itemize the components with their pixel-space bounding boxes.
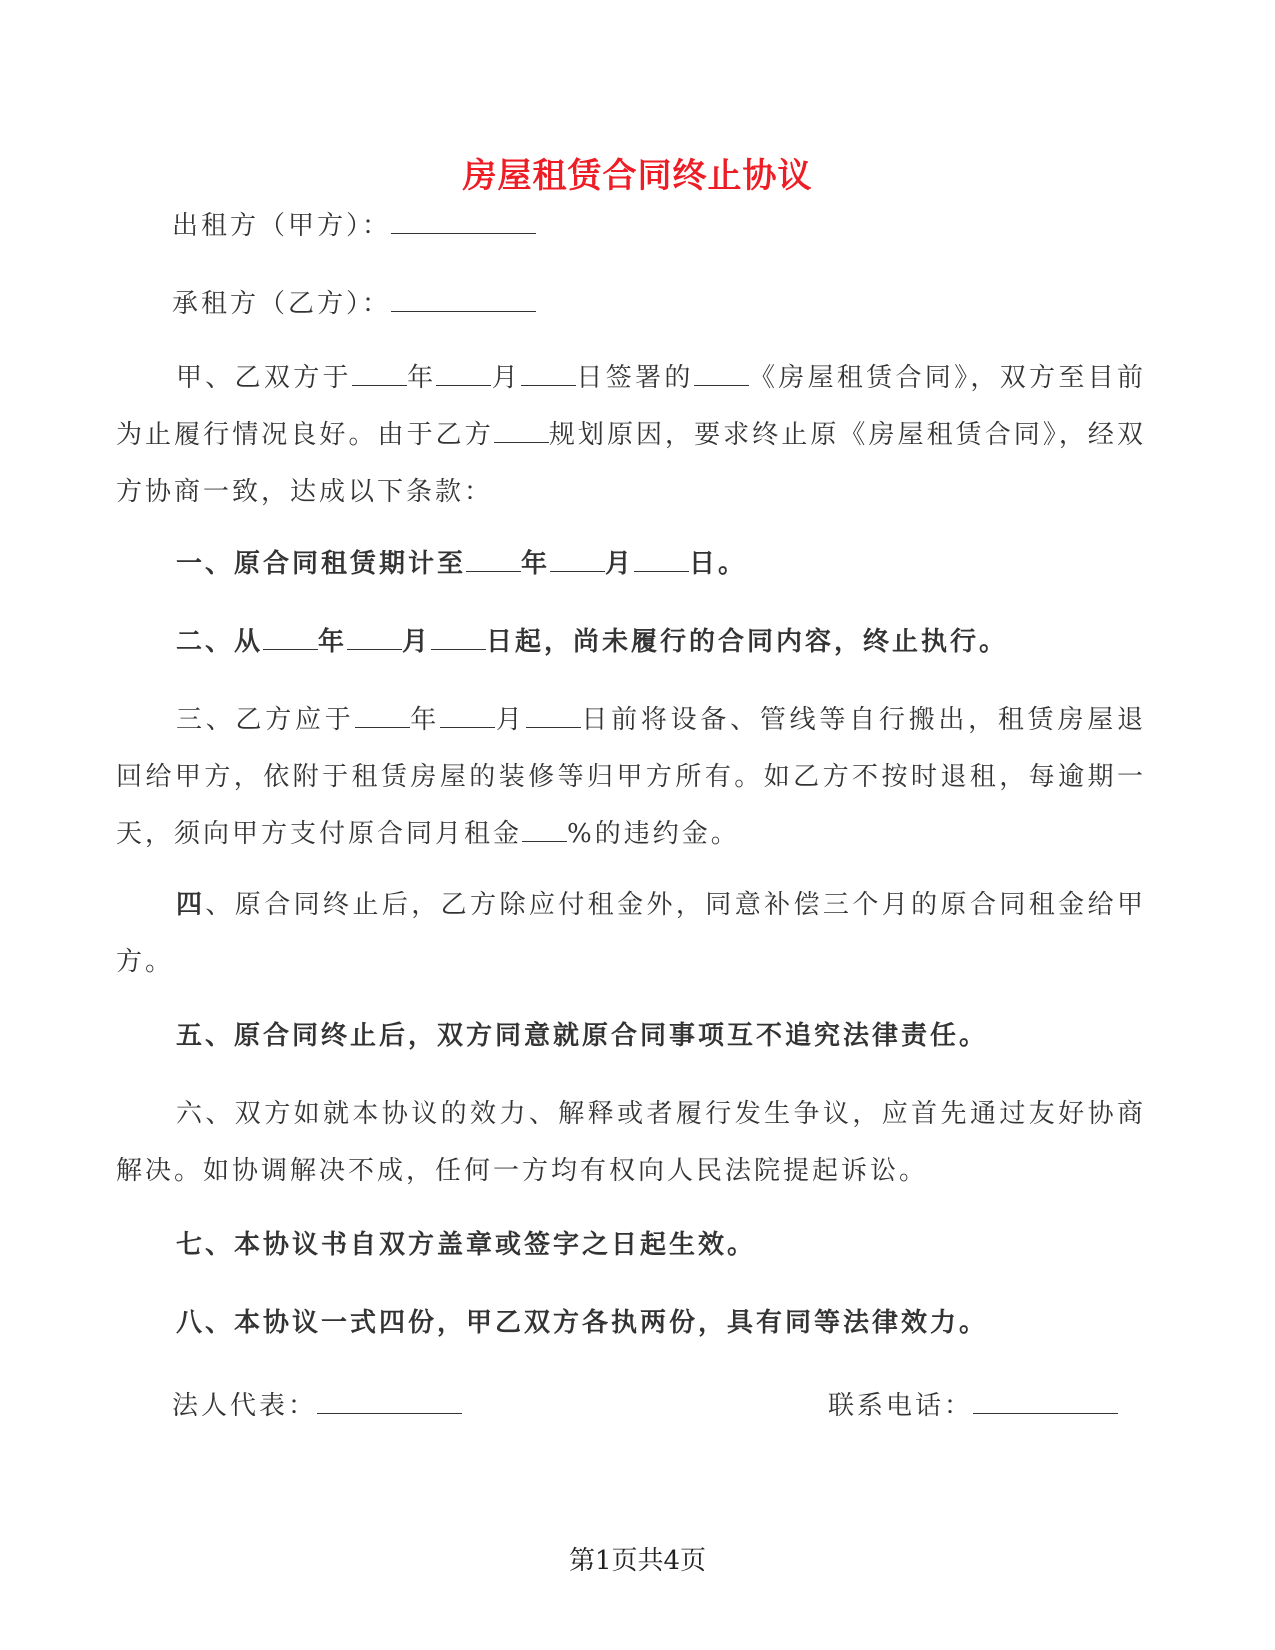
intro-text-5: 《房屋租赁合同》，双方至目前为止履行情况良好。由于乙方 — [116, 363, 1146, 450]
intro-contract-blank[interactable] — [694, 365, 749, 386]
clause-1 — [116, 536, 1146, 593]
clause-3-percent-blank[interactable] — [522, 821, 567, 842]
clause-1-text-1: 一、原合同租赁期计至 — [176, 549, 467, 579]
clause-6: 六、双方如就本协议的效力、解释或者履行发生争议，应首先通过友好协商解决。如协调解决不成，任何一方均有权向人民法院提起诉讼。 — [116, 1099, 1146, 1186]
phone-line — [828, 1385, 1118, 1422]
page-footer: 第1页共4页 — [568, 1546, 707, 1576]
intro-paragraph — [116, 350, 1146, 521]
clause-2-text-1: 二、从 — [176, 627, 264, 657]
lessee-label: 承租方（乙方）： — [172, 289, 392, 319]
clause-3-month-blank[interactable] — [440, 707, 495, 728]
clause-2-text-2: 年 — [318, 627, 348, 657]
document-title: 房屋租赁合同终止协议 — [462, 156, 813, 196]
phone-label: 联系电话： — [828, 1391, 974, 1421]
phone-blank[interactable] — [973, 1393, 1118, 1414]
clause-4 — [116, 877, 1146, 991]
clause-3-text-5: %的违约金。 — [567, 819, 740, 849]
clause-1-text-4: 日。 — [689, 549, 748, 579]
clause-4-text: 、原合同终止后，乙方除应付租金外，同意补偿三个月的原合同租金给甲方。 — [116, 890, 1146, 977]
clause-2-day-blank[interactable] — [431, 629, 486, 650]
legal-rep-line — [172, 1385, 462, 1422]
clause-1-month-blank[interactable] — [550, 551, 605, 572]
clause-3-text-1: 三、乙方应于 — [176, 705, 355, 735]
intro-text-4: 日签署的 — [576, 363, 694, 393]
intro-reason-blank[interactable] — [494, 422, 549, 443]
legal-rep-blank[interactable] — [317, 1393, 462, 1414]
lessee-blank[interactable] — [391, 291, 536, 312]
lessee-line — [172, 283, 536, 320]
clause-3-text-4: 日前将设备、管线等自行搬出，租赁房屋退回给甲方，依附于租赁房屋的装修等归甲方所有。如乙方不按时退租，每逾期一天，须向甲方支付原合同月租金 — [116, 705, 1146, 849]
legal-rep-label: 法人代表： — [172, 1391, 318, 1421]
clause-8: 八、本协议一式四份，甲乙双方各执两份，具有同等法律效力。 — [176, 1308, 989, 1338]
clause-3-text-2: 年 — [409, 705, 441, 735]
clause-2-text-3: 月 — [402, 627, 432, 657]
clause-3 — [116, 692, 1146, 863]
clause-4-number: 四 — [176, 890, 206, 920]
lessor-label: 出租方（甲方）： — [172, 211, 392, 241]
clause-1-text-2: 年 — [521, 549, 551, 579]
intro-month-blank[interactable] — [436, 365, 491, 386]
intro-year-blank[interactable] — [352, 365, 407, 386]
clause-2-month-blank[interactable] — [347, 629, 402, 650]
clause-3-year-blank[interactable] — [355, 707, 410, 728]
clause-3-day-blank[interactable] — [526, 707, 581, 728]
clause-2 — [116, 614, 1146, 671]
intro-text-3: 月 — [491, 363, 522, 393]
clause-7: 七、本协议书自双方盖章或签字之日起生效。 — [176, 1230, 757, 1260]
clause-1-day-blank[interactable] — [634, 551, 689, 572]
clause-5: 五、原合同终止后，双方同意就原合同事项互不追究法律责任。 — [176, 1021, 989, 1051]
lessor-blank[interactable] — [391, 213, 536, 234]
intro-day-blank[interactable] — [521, 365, 576, 386]
clause-2-year-blank[interactable] — [263, 629, 318, 650]
intro-text-1: 甲、乙双方于 — [176, 363, 352, 393]
intro-text-6: 规划原因，要求终止原《房屋租赁合同》，经双方协商一致，达成以下条款： — [116, 420, 1146, 507]
lessor-line — [172, 205, 536, 242]
intro-text-2: 年 — [406, 363, 437, 393]
clause-3-text-3: 月 — [495, 705, 526, 735]
clause-2-text-4: 日起，尚未履行的合同内容，终止执行。 — [486, 627, 1009, 657]
clause-1-text-3: 月 — [605, 549, 635, 579]
clause-1-year-blank[interactable] — [466, 551, 521, 572]
